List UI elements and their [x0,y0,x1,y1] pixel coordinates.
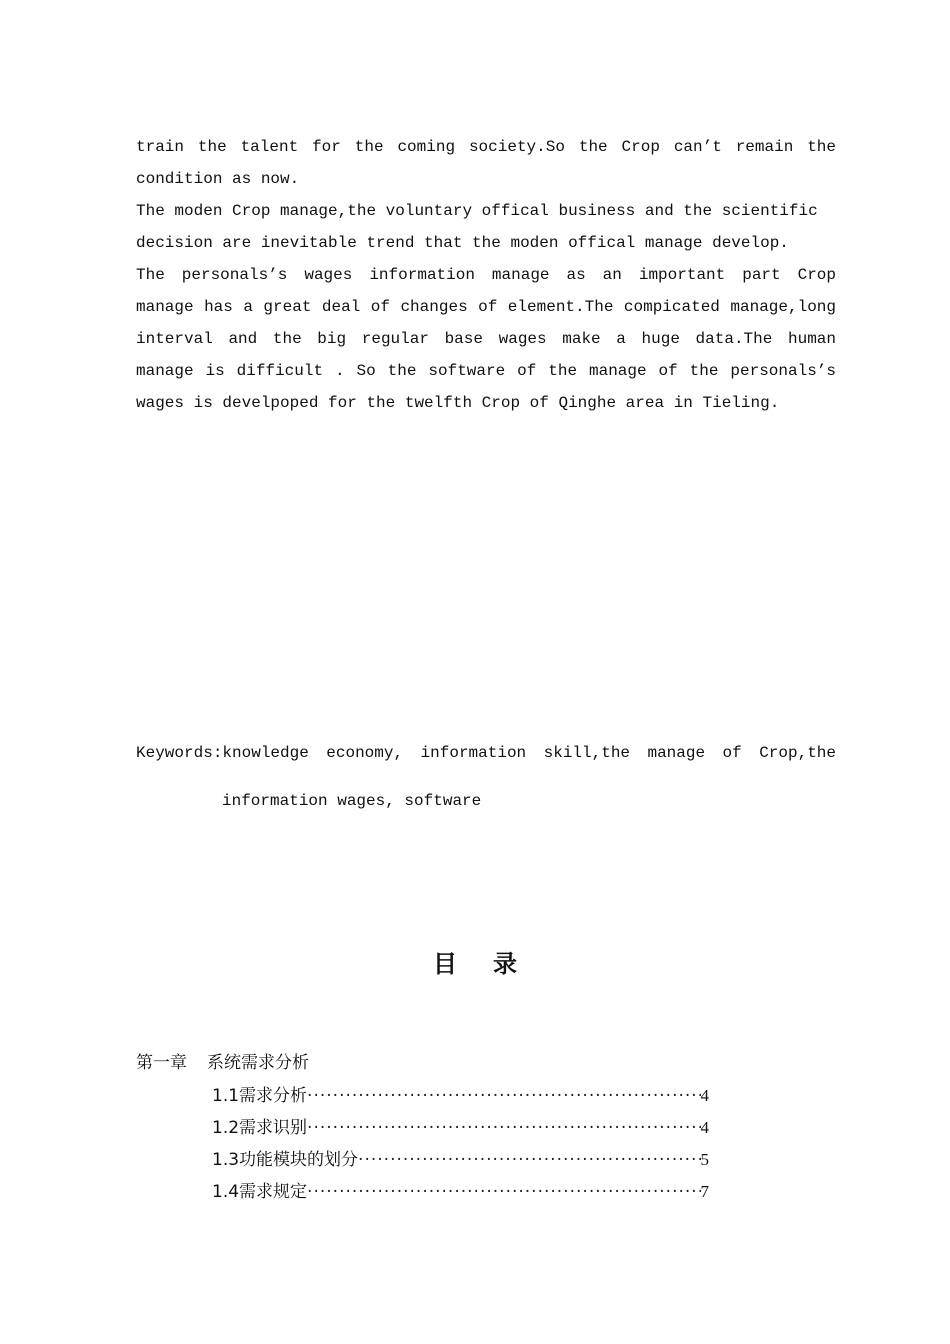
abstract-paragraph: train the talent for the coming society.So the Crop can’t remain the condition as now. [136,138,836,188]
toc-page-number: 7 [700,1182,709,1201]
toc-entry-title: 功能模块的划分 [239,1150,359,1170]
toc-list [212,1080,709,1208]
abstract-paragraph: The personals’s wages information manage as an important part Crop manage has a great deal of changes of element.The compicated manage,long interval and the big regular base wages make a huge data.The human manage is difficult . So the software of the manage of the personals’s wages is develpoped for the twelfth Crop of Qinghe area in Tieling. [136,266,836,412]
toc-section-number: 1.3 [212,1150,240,1170]
toc-page-number: 4 [700,1086,709,1105]
toc-section-number: 1.2 [212,1118,240,1138]
toc-entry[interactable] [212,1112,709,1144]
abstract-text [136,131,836,419]
keywords-continuation: information wages, software [222,792,482,810]
toc-entry[interactable] [212,1144,709,1176]
toc-entry-title: 需求分析 [239,1086,308,1106]
toc-section-number: 1.1 [212,1086,240,1106]
toc-entry-title: 需求识别 [239,1118,308,1138]
dot-leader [358,1144,700,1176]
toc-page-number: 5 [700,1150,709,1169]
dot-leader [307,1080,700,1112]
toc-entry-title: 需求规定 [239,1182,308,1202]
toc-entry[interactable] [212,1080,709,1112]
chapter-number: 第一章 [136,1053,187,1073]
toc-entry[interactable] [212,1176,709,1208]
toc-title: 目录 [433,949,553,978]
keywords-line: Keywords:knowledge economy, information skill,the manage of Crop,the [136,744,836,762]
abstract-paragraph: The moden Crop manage,the voluntary offical business and the scientific decision are inevitable trend that the moden offical manage develop. [136,202,818,252]
dot-leader [307,1112,700,1144]
dot-leader [307,1176,700,1208]
chapter-title: 系统需求分析 [207,1053,309,1073]
toc-chapter-heading [136,1048,309,1078]
toc-section-number: 1.4 [212,1182,240,1202]
toc-page-number: 4 [700,1118,709,1137]
